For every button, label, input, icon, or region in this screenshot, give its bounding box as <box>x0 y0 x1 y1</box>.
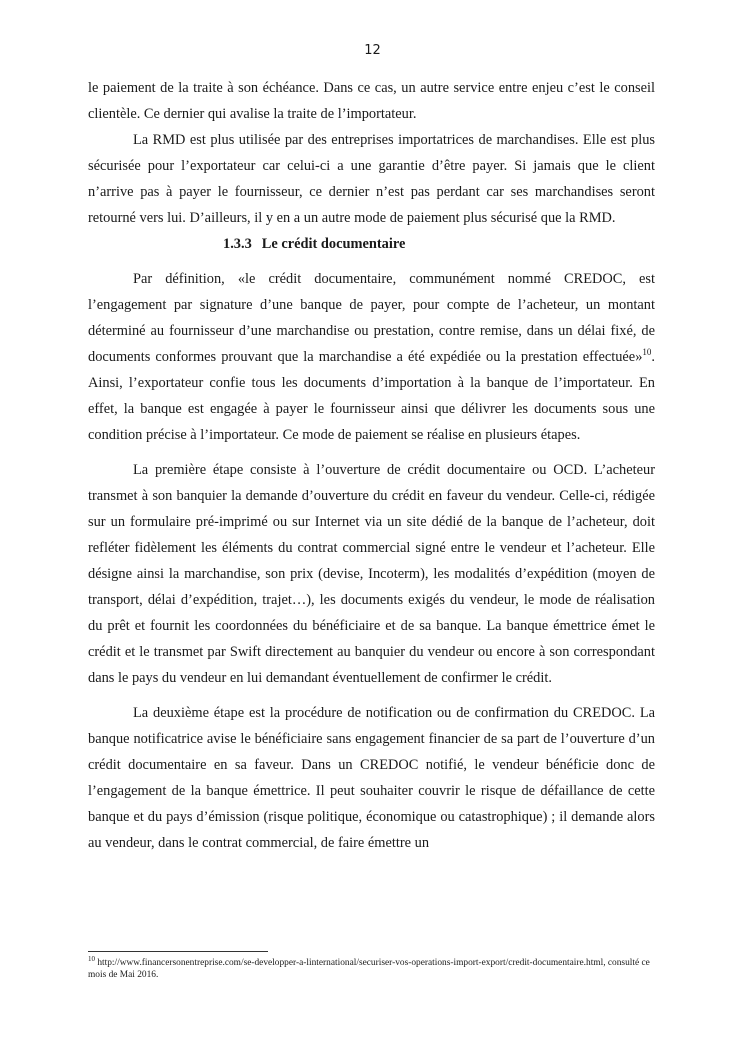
section-number: 1.3.3 <box>223 236 252 252</box>
section-title: Le crédit documentaire <box>261 236 406 252</box>
section-heading <box>88 231 655 257</box>
paragraph-5: La deuxième étape est la procédure de notification ou de confirmation du CREDOC. La banque notificatrice avise le bénéficiaire sans engagement financier de sa part de l’ouverture d’un crédit documentaire en sa faveur. Dans un CREDOC notifié, le vendeur bénéficie donc de l’engagement de la banque émettrice. Il peut souhaiter couvrir le risque de défaillance de cette banque et du pays d’émission (risque politique, économique ou catastrophique) ; il demande alors au vendeur, dans le contrat commercial, de faire émettre un <box>88 705 655 851</box>
paragraph-4: La première étape consiste à l’ouverture de crédit documentaire ou OCD. L’acheteur transmet à son banquier la demande d’ouverture du crédit en faveur du vendeur. Celle-ci, rédigée sur un formulaire pré-imprimé ou sur Internet via un site dédié de la banque de l’acheteur, doit refléter fidèlement les éléments du contrat commercial signé entre le vendeur et l’acheteur. Elle désigne ainsi la marchandise, son prix (devise, Incoterm), les modalités d’expédition (moyen de transport, délai d’expédition, trajet…), les documents exigés du vendeur, le mode de réalisation du prêt et fournit les coordonnées du bénéficiaire et de sa banque. La banque émettrice émet le crédit et le transmet par Swift directement au banquier du vendeur ou encore à son correspondant dans le pays du vendeur en lui demandant éventuellement de confirmer le crédit. <box>88 462 655 686</box>
paragraph-3-text-a: Par définition, «le crédit documentaire, communément nommé CREDOC, est l’engagement par signature d’une banque de payer, pour compte de l’acheteur, un montant déterminé au fournisseur d’une marchandise ou prestation, contre remise, dans un délai fixé, de documents conformes prouvant que la marchandise a été expédiée ou la prestation effectuée» <box>88 271 655 365</box>
paragraph-3-text-b: . Ainsi, l’exportateur confie tous les documents d’importation à la banque de l’importateur. En effet, la banque est engagée à payer le fournisseur ainsi que délivrer les documents sous une condition précise à l’importateur. Ce mode de paiement se réalise en plusieurs étapes. <box>88 349 655 443</box>
footnote <box>88 954 655 981</box>
paragraph-1: le paiement de la traite à son échéance. Dans ce cas, un autre service entre enjeu c’est le conseil clientèle. Ce dernier qui avalise la traite de l’importateur. <box>88 80 655 122</box>
page-number: 12 <box>364 43 381 58</box>
footnote-text: http://www.financersonentreprise.com/se-developper-a-linternational/securiser-vos-operations-import-export/credit-documentaire.html, consulté ce mois de Mai 2016. <box>88 958 650 980</box>
footnote-separator <box>88 951 268 952</box>
paragraph-3 <box>88 266 655 448</box>
footnote-reference[interactable]: 10 <box>642 347 652 358</box>
footnote-number: 10 <box>88 954 95 963</box>
document-body <box>88 75 655 856</box>
paragraph-2: La RMD est plus utilisée par des entreprises importatrices de marchandises. Elle est plus sécurisée pour l’exportateur car celui-ci a une garantie d’être payer. Si jamais que le client n’arrive pas à payer le fournisseur, ce dernier n’est pas perdant car ses marchandises seront retourné vers lui. D’ailleurs, il y en a un autre mode de paiement plus sécurisé que la RMD. <box>88 132 655 226</box>
